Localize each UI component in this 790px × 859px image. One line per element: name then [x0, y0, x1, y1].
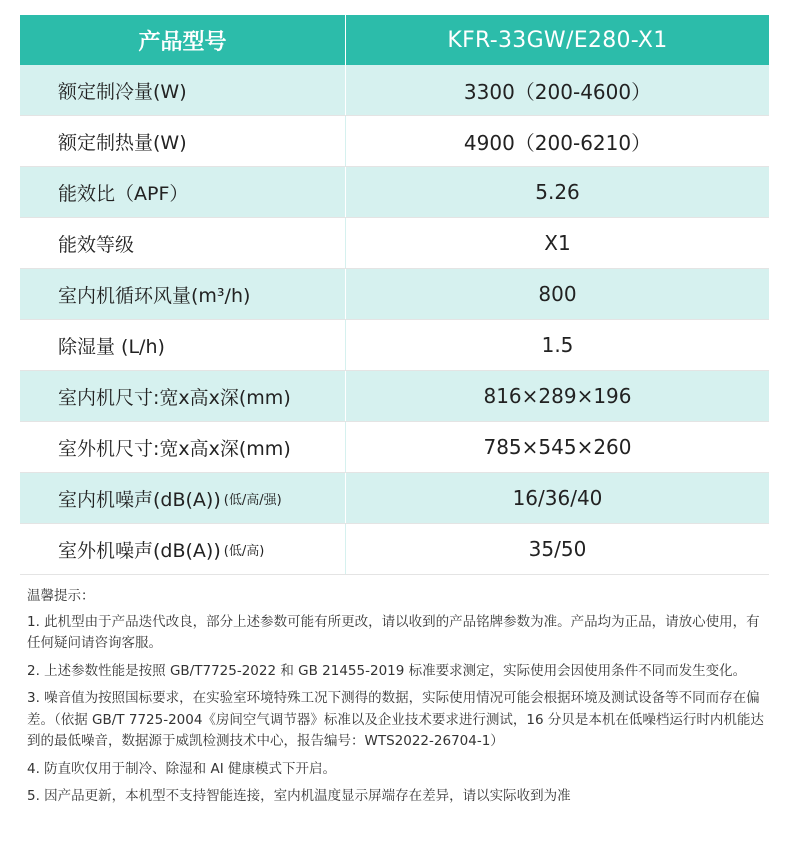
- row-label-suffix: (低/高/强): [223, 492, 282, 508]
- spec-row-indoor-noise: [20, 473, 769, 524]
- note-item: 4. 防直吹仅用于制冷、除湿和 AI 健康模式下开启。: [27, 760, 336, 777]
- spec-row-energy-grade: [20, 218, 769, 269]
- row-value: 4900（200-6210）: [463, 130, 652, 155]
- row-label: 室外机噪声(dB(A)): [58, 539, 221, 562]
- row-value: 3300（200-4600）: [463, 79, 652, 104]
- row-value: 785×545×260: [483, 435, 632, 459]
- spec-row-outdoor-noise: [20, 524, 769, 575]
- note-item: 1. 此机型由于产品迭代改良，部分上述参数可能有所更改，请以收到的产品铭牌参数为准。产品均为正品，请放心使用，有任何疑问请咨询客服。: [27, 613, 760, 651]
- row-value: 5.26: [535, 180, 580, 204]
- row-label: 额定制冷量(W): [20, 65, 346, 115]
- spec-row-apf: [20, 167, 769, 218]
- row-value: 816×289×196: [483, 384, 632, 408]
- row-value: X1: [544, 231, 571, 255]
- row-label: 室外机尺寸:宽x高x深(mm): [20, 422, 346, 472]
- row-value: 16/36/40: [512, 486, 603, 510]
- spec-row-cooling: [20, 65, 769, 116]
- row-label-wrap: [20, 473, 346, 523]
- spec-row-indoor-size: [20, 371, 769, 422]
- row-value: 1.5: [541, 333, 574, 357]
- spec-table: [20, 15, 769, 575]
- row-value: 800: [538, 282, 577, 306]
- note-item: 3. 噪音值为按照国标要求，在实验室环境特殊工况下测得的数据，实际使用情况可能会根据环境及测试设备等不同而存在偏差。（依据 GB/T 7725-2004《房间空气调节器》标准以及企业技术要求进行测试，16 分贝是本机在低噪档运行时内机能达到的最低噪音，数据源于威凯检测技术中心，报告编号：WTS2022-26704-1）: [27, 690, 764, 749]
- row-label-wrap: [20, 524, 346, 574]
- notes-title: 温馨提示：: [27, 588, 95, 604]
- note-item: 2. 上述参数性能是按照 GB/T7725-2022 和 GB 21455-2019 标准要求测定，实际使用会因使用条件不同而发生变化。: [27, 662, 747, 679]
- spec-row-heating: [20, 116, 769, 167]
- spec-row-outdoor-size: [20, 422, 769, 473]
- row-label: 能效等级: [20, 218, 346, 268]
- header-model: KFR-33GW/E280-X1: [447, 27, 668, 53]
- notes-section: [27, 586, 772, 814]
- row-label: 能效比（APF）: [20, 167, 346, 217]
- row-label: 额定制热量(W): [20, 116, 346, 166]
- row-label: 室内机噪声(dB(A)): [58, 488, 221, 511]
- row-label: 除湿量 (L/h): [20, 320, 346, 370]
- note-item: 5. 因产品更新，本机型不支持智能连接，室内机温度显示屏端存在差异，请以实际收到为准: [27, 788, 571, 804]
- spec-row-airflow: [20, 269, 769, 320]
- table-header: [20, 15, 769, 65]
- spec-row-dehumidify: [20, 320, 769, 371]
- header-label: 产品型号: [20, 15, 346, 65]
- row-value: 35/50: [528, 537, 587, 561]
- row-label-suffix: (低/高): [223, 543, 265, 559]
- row-label: 室内机尺寸:宽x高x深(mm): [20, 371, 346, 421]
- row-label: 室内机循环风量(m³/h): [20, 269, 346, 319]
